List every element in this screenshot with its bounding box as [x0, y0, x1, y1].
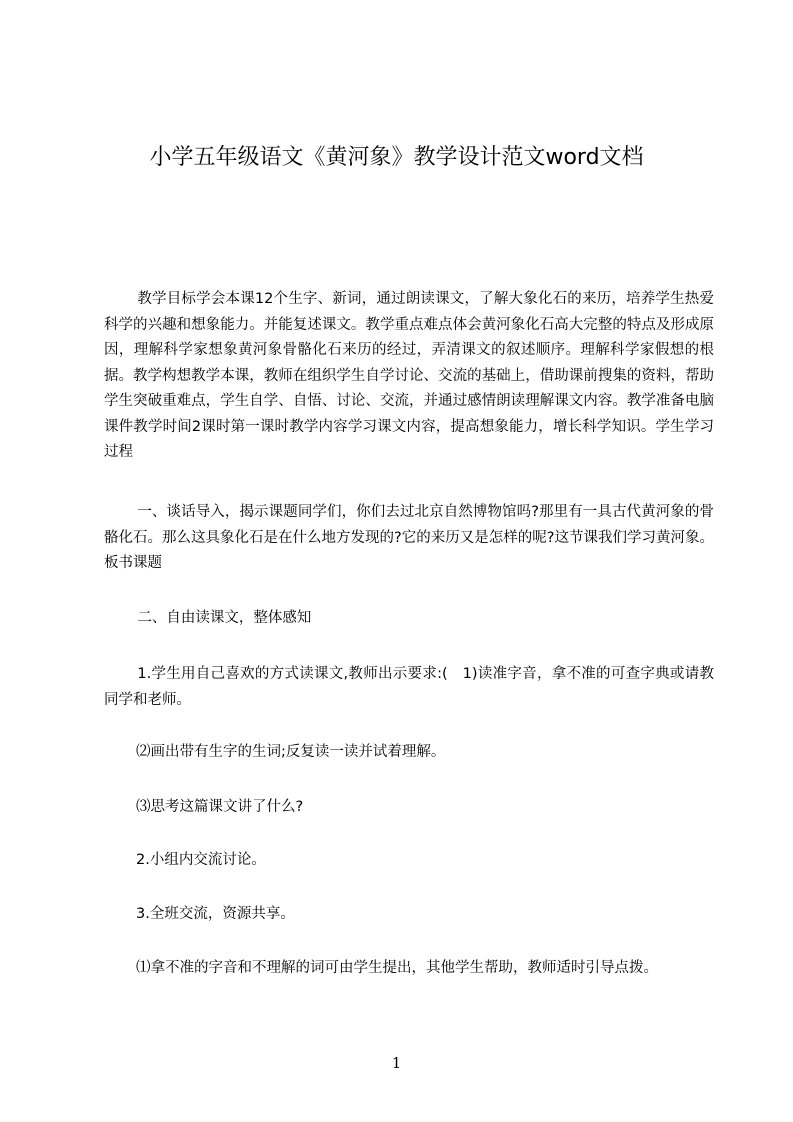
- document-title: 小学五年级语文《黄河象》教学设计范文word文档: [149, 145, 644, 170]
- paragraph-section-two: 二、自由读课文，整体感知: [137, 610, 312, 626]
- page-number: 1: [391, 1054, 402, 1072]
- paragraph-step-1-3: ⑶思考这篇课文讲了什么?: [136, 799, 304, 815]
- paragraph-step-3-1: ⑴拿不准的字音和不理解的词可由学生提出，其他学生帮助，教师适时引导点拨。: [136, 960, 658, 976]
- paragraph-step-2: 2.小组内交流讨论。: [136, 852, 266, 868]
- paragraph-step-3: 3.全班交流，资源共享。: [136, 906, 295, 922]
- paragraph-introduction: 一、谈话导入，揭示课题同学们，你们去过北京自然博物馆吗?那里有一具古代黄河象的骨骼化石。那么这具象化石是在什么地方发现的?它的来历又是怎样的呢?这节课我们学习黄河象。板书课题: [104, 504, 714, 571]
- paragraph-teaching-goals: 教学目标学会本课12个生字、新词，通过朗读课文，了解大象化石的来历，培养学生热爱科学的兴趣和想象能力。并能复述课文。教学重点难点体会黄河象化石高大完整的特点及形成原因，理解科学家想象黄河象骨骼化石来历的经过，弄清课文的叙述顺序。理解科学家假想的根据。教学构想教学本课，教师在组织学生自学讨论、交流的基础上，借助课前搜集的资料，帮助学生突破重难点，学生自学、自悟、讨论、交流，并通过感情朗读理解课文内容。教学准备电脑课件教学时间2课时第一课时教学内容学习课文内容，提高想象能力，增长科学知识。学生学习过程: [104, 291, 714, 460]
- paragraph-step-1-2: ⑵画出带有生字的生词;反复读一读并试着理解。: [136, 744, 446, 760]
- paragraph-step-1: 1.学生用自己喜欢的方式读课文,教师出示要求:( 1)读准字音，拿不准的可查字典或请教同学和老师。: [104, 666, 714, 708]
